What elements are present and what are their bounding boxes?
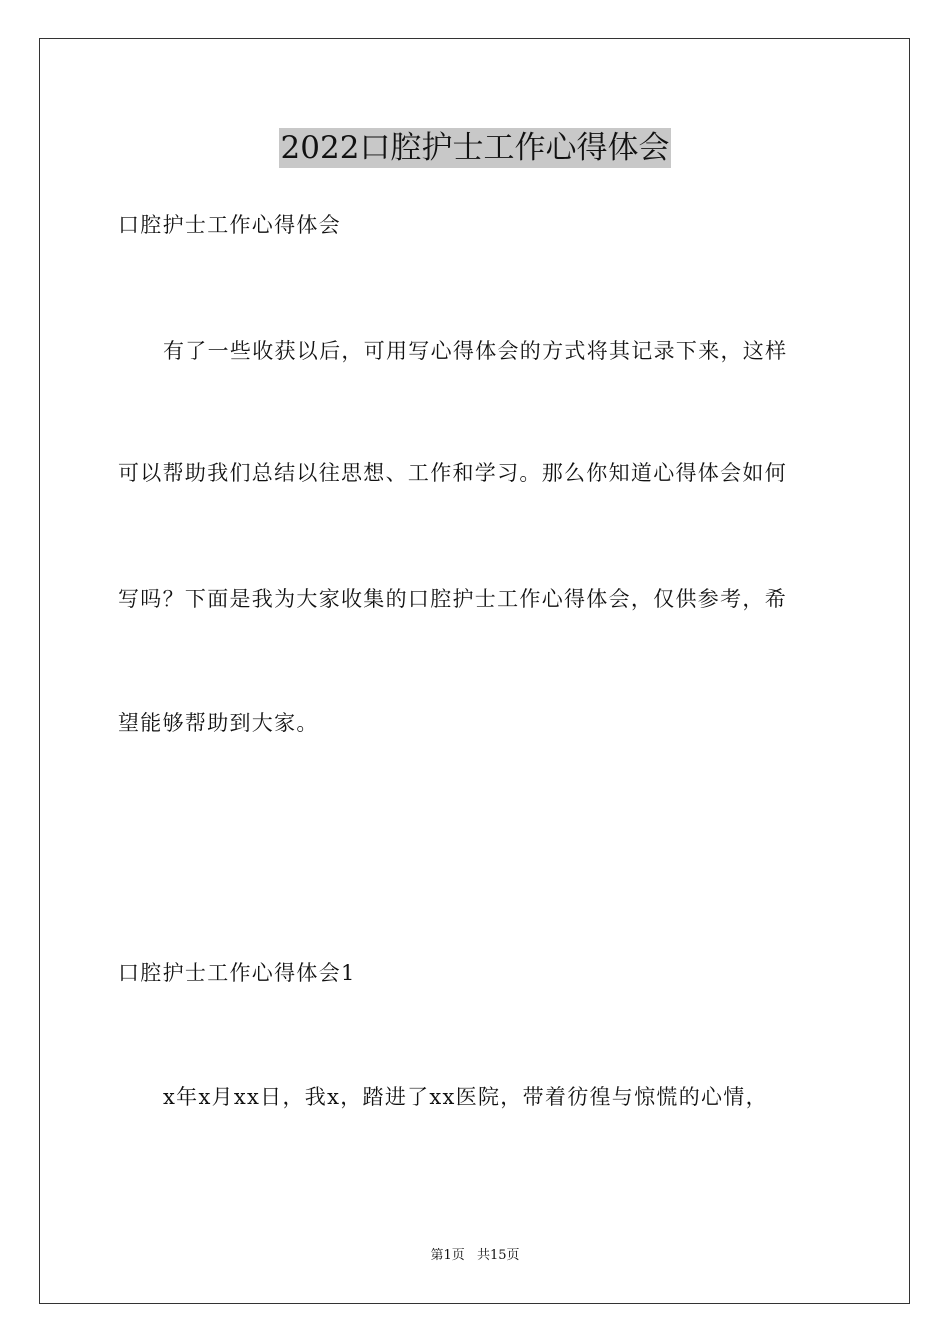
page-footer bbox=[0, 1246, 950, 1266]
section-heading: 口腔护士工作心得体会1 bbox=[118, 961, 356, 985]
document-subtitle: 口腔护士工作心得体会 bbox=[118, 213, 341, 237]
section-first-line: x年x月xx日，我x，踏进了xx医院，带着彷徨与惊慌的心情， bbox=[163, 1085, 768, 1109]
intro-line-4: 望能够帮助到大家。 bbox=[118, 711, 319, 735]
title-container bbox=[0, 128, 950, 168]
document-title: 2022口腔护士工作心得体会 bbox=[280, 130, 670, 166]
page-number: 第1页 bbox=[430, 1248, 465, 1263]
intro-line-1: 有了一些收获以后，可用写心得体会的方式将其记录下来，这样 bbox=[163, 339, 788, 363]
intro-line-3: 写吗？下面是我为大家收集的口腔护士工作心得体会，仅供参考，希 bbox=[118, 587, 787, 611]
intro-line-2: 可以帮助我们总结以往思想、工作和学习。那么你知道心得体会如何 bbox=[118, 461, 787, 485]
page-total: 共15页 bbox=[476, 1248, 520, 1263]
